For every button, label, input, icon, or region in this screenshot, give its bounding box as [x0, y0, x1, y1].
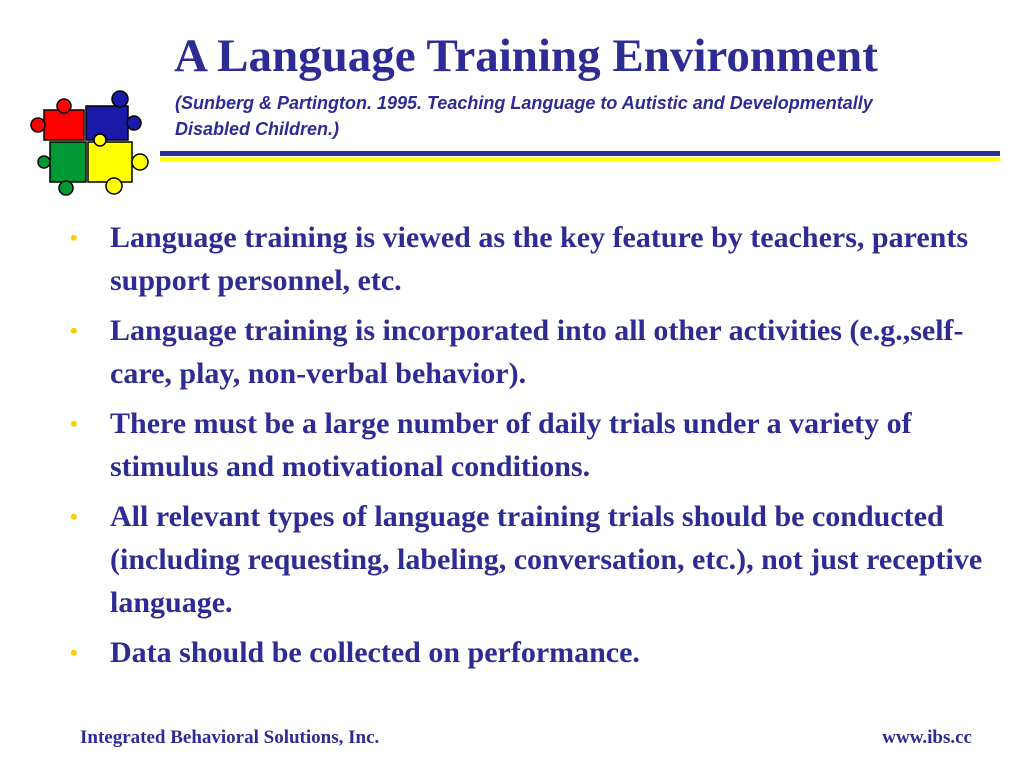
bullet-text: There must be a large number of daily trials under a variety of stimulus and motivational conditions. [110, 407, 912, 483]
bullet-marker: • [70, 225, 78, 250]
bullet-item [70, 402, 990, 488]
bullet-item [70, 495, 990, 624]
puzzle-pieces-icon [30, 88, 165, 206]
bullet-marker: • [70, 411, 78, 436]
footer-company-name: Integrated Behavioral Solutions, Inc. [80, 727, 380, 748]
puzzle-piece-red [44, 110, 84, 140]
bullet-marker: • [70, 504, 78, 529]
slide-title: A Language Training Environment [174, 30, 878, 82]
puzzle-piece-blue [86, 106, 128, 140]
bullet-text: All relevant types of language training trials should be conducted (including requesting, labeling, conversation, etc.), not just receptive language. [110, 500, 983, 619]
title-divider-blue [160, 151, 1000, 156]
footer-website-link[interactable]: www.ibs.cc [882, 727, 972, 748]
bullet-marker: • [70, 640, 78, 665]
bullet-marker: • [70, 318, 78, 343]
bullet-text: Data should be collected on performance. [110, 636, 640, 669]
bullet-item [70, 631, 990, 674]
bullet-text: Language training is viewed as the key feature by teachers, parents support personnel, etc. [110, 221, 969, 297]
bullet-list [70, 216, 990, 681]
title-divider-yellow [160, 157, 1000, 161]
slide-subtitle-citation: (Sunberg & Partington. 1995. Teaching Language to Autistic and Developmentally Disabled Children.) [175, 93, 873, 139]
bullet-text: Language training is incorporated into all other activities (e.g.,self-care, play, non-verbal behavior). [110, 314, 964, 390]
puzzle-piece-green [50, 142, 86, 182]
puzzle-piece-yellow [88, 142, 132, 182]
bullet-item [70, 309, 990, 395]
bullet-item [70, 216, 990, 302]
